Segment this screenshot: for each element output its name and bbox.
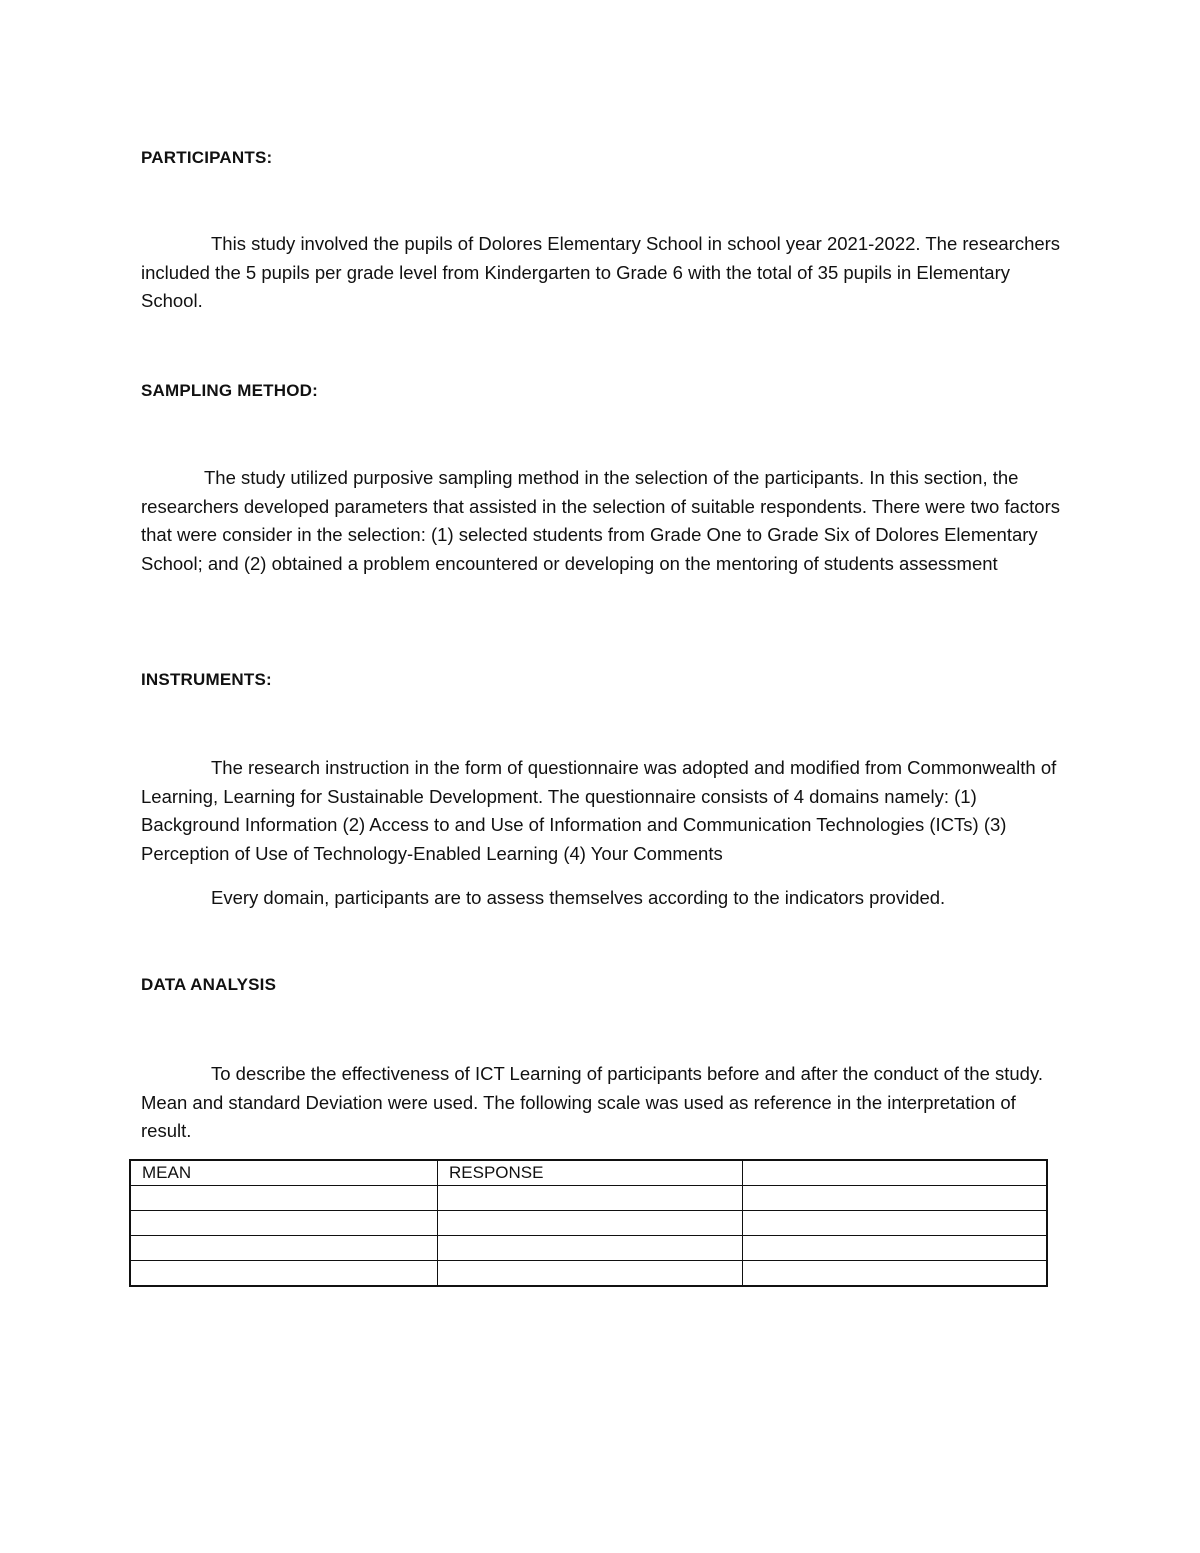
table-cell xyxy=(130,1261,438,1287)
table-row xyxy=(130,1261,1047,1287)
table-cell xyxy=(743,1261,1048,1287)
table-cell xyxy=(130,1186,438,1211)
sampling-method-heading: SAMPLING METHOD: xyxy=(141,381,318,400)
data-analysis-paragraph: To describe the effectiveness of ICT Learning of participants before and after the conduct of the study. Mean and standard Deviation were used. The following scale was used as reference in the interpretation of result. xyxy=(141,1063,1043,1141)
table-cell xyxy=(743,1236,1048,1261)
table-header-row xyxy=(130,1160,1047,1186)
table-cell xyxy=(438,1236,743,1261)
table-header-response: RESPONSE xyxy=(438,1160,743,1186)
table-cell xyxy=(130,1236,438,1261)
instruments-paragraph-2: Every domain, participants are to assess themselves according to the indicators provided. xyxy=(211,887,946,908)
table-cell xyxy=(743,1186,1048,1211)
table-cell xyxy=(438,1211,743,1236)
table-cell xyxy=(130,1211,438,1236)
table-cell xyxy=(743,1211,1048,1236)
table-cell xyxy=(438,1261,743,1287)
participants-heading: PARTICIPANTS: xyxy=(141,148,273,167)
scale-table xyxy=(129,1159,1048,1287)
sampling-method-paragraph: The study utilized purposive sampling method in the selection of the participants. In this section, the researchers developed parameters that assisted in the selection of suitable respondents. There were two factors that were consider in the selection: (1) selected students from Grade One to Grade Six of Dolores Elementary School; and (2) obtained a problem encountered or developing on the mentoring of students assessment xyxy=(141,467,1060,574)
instruments-paragraph: The research instruction in the form of questionnaire was adopted and modified from Commonwealth of Learning, Learning for Sustainable Development. The questionnaire consists of 4 domains namely: (1) Background Information (2) Access to and Use of Information and Communication Technologies (ICTs) (3) Perception of Use of Technology-Enabled Learning (4) Your Comments xyxy=(141,757,1057,864)
data-analysis-heading: DATA ANALYSIS xyxy=(141,975,277,994)
table-cell xyxy=(438,1186,743,1211)
table-header-blank xyxy=(743,1160,1048,1186)
table-row xyxy=(130,1211,1047,1236)
instruments-heading: INSTRUMENTS: xyxy=(141,670,272,689)
table-header-mean: MEAN xyxy=(130,1160,438,1186)
participants-paragraph: This study involved the pupils of Dolores Elementary School in school year 2021-2022. The researchers included the 5 pupils per grade level from Kindergarten to Grade 6 with the total of 35 pupils in Elementary School. xyxy=(141,233,1061,311)
table-row xyxy=(130,1236,1047,1261)
table-row xyxy=(130,1186,1047,1211)
